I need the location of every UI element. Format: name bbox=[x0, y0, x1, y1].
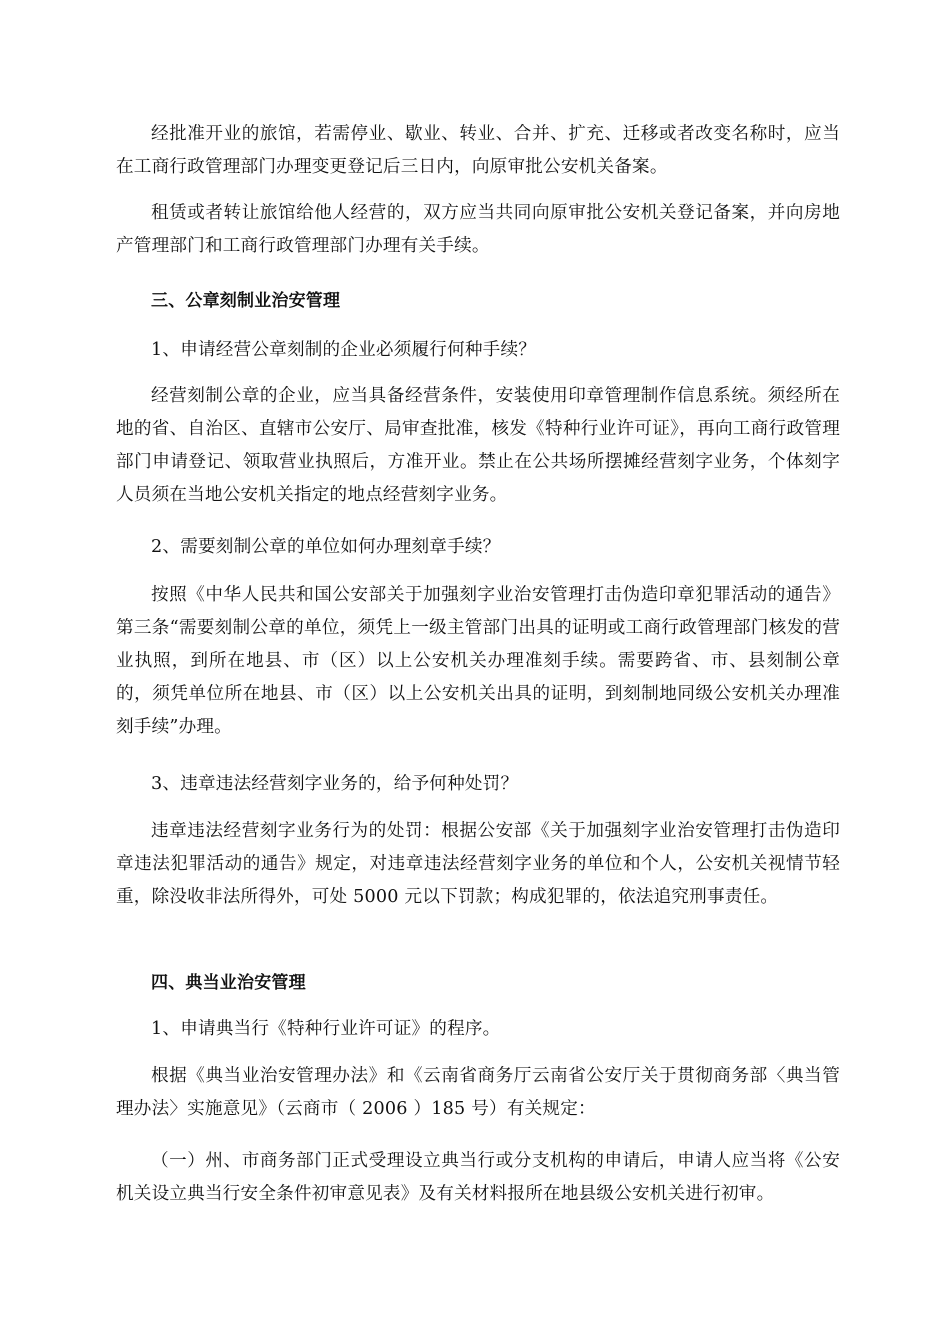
paragraph-seal-business-conditions: 经营刻制公章的企业，应当具备经营条件，安装使用印章管理制作信息系统。须经所在地的省、自治区、直辖市公安厅、局审查批准，核发《特种行业许可证》，再向工商行政管理部门申请登记、领取营业执照后，方准开业。禁止在公共场所摆摊经营刻字业务，个体刻字人员须在当地公安机关指定的地点经营刻字业务。 bbox=[116, 386, 840, 505]
paragraph-pawn-regulations: 根据《典当业治安管理办法》和《云南省商务厅云南省公安厅关于贯彻商务部〈典当管理办法〉实施意见》（云商市（ 2006 ）185 号）有关规定： bbox=[116, 1066, 840, 1119]
paragraph-hotel-change-filing: 经批准开业的旅馆，若需停业、歇业、转业、合并、扩充、迁移或者改变名称时，应当在工商行政管理部门办理变更登记后三日内，向原审批公安机关备案。 bbox=[116, 124, 840, 177]
paragraph-hotel-lease-transfer: 租赁或者转让旅馆给他人经营的，双方应当共同向原审批公安机关登记备案，并向房地产管理部门和工商行政管理部门办理有关手续。 bbox=[116, 203, 840, 256]
paragraph-pawn-step-one: （一）州、市商务部门正式受理设立典当行或分支机构的申请后，申请人应当将《公安机关设立典当行安全条件初审意见表》及有关材料报所在地县级公安机关进行初审。 bbox=[116, 1151, 840, 1204]
paragraph-illegal-engraving-penalty: 违章违法经营刻字业务行为的处罚：根据公安部《关于加强刻字业治安管理打击伪造印章违法犯罪活动的通告》规定，对违章违法经营刻字业务的单位和个人，公安机关视情节轻重，除没收非法所得外，可处 5000 元以下罚款；构成犯罪的，依法追究刑事责任。 bbox=[116, 821, 840, 907]
question-seal-business-procedure: 1、申请经营公章刻制的企业必须履行何种手续？ bbox=[151, 340, 537, 360]
section-heading-seal-engraving: 三、公章刻制业治安管理 bbox=[151, 291, 341, 311]
question-illegal-engraving-penalty: 3、违章违法经营刻字业务的，给予何种处罚？ bbox=[151, 774, 519, 794]
question-seal-application-procedure: 2、需要刻制公章的单位如何办理刻章手续？ bbox=[151, 537, 501, 557]
question-pawn-license-procedure: 1、申请典当行《特种行业许可证》的程序。 bbox=[151, 1019, 501, 1039]
paragraph-seal-application-rules: 按照《中华人民共和国公安部关于加强刻字业治安管理打击伪造印章犯罪活动的通告》第三条“需要刻制公章的单位，须凭上一级主管部门出具的证明或工商行政管理部门核发的营业执照，到所在地县、市（区）以上公安机关办理准刻手续。需要跨省、市、县刻制公章的，须凭单位所在地县、市（区）以上公安机关出具的证明，到刻制地同级公安机关办理准刻手续”办理。 bbox=[116, 585, 840, 737]
section-heading-pawn-industry: 四、典当业治安管理 bbox=[151, 973, 306, 993]
